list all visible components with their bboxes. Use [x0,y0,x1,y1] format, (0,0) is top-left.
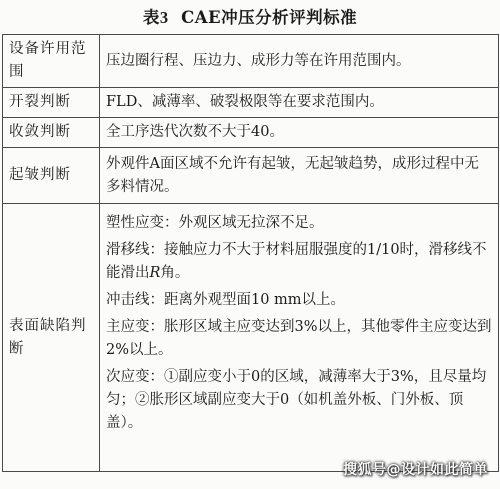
list-item: 主应变：胀形区域主应变达到3%以上，其他零件主应变达到2%以上。 [106,319,492,358]
row-label-surface-defect: 表面缺陷判断 [3,204,100,472]
row-content-wrinkling: 外观件A面区域不允许有起皱，无起皱趋势，成形过程中无多料情况。 [100,148,499,204]
table-row [3,118,499,148]
list-item: 次应变：①副应变小于0的区域，减薄率大于3%，且尽量均匀；②胀形区域副应变大于0（如机盖外板、门外板、顶盖）。 [106,369,487,431]
table-row [3,35,499,88]
row-label-cracking: 开裂判断 [3,88,100,118]
table-row [3,88,499,118]
criteria-table [2,34,499,472]
table-row [3,204,499,472]
row-content-convergence: 全工序迭代次数不大于40。 [100,118,499,148]
table-row [3,148,499,204]
list-item: 滑移线：接触应力不大于材料屈服强度的1/10时，滑移线不能滑出R角。 [106,242,487,281]
row-content-cracking: FLD、减薄率、破裂极限等在要求范围内。 [100,88,499,118]
row-content-equipment: 压边圈行程、压边力、成形力等在许用范围内。 [100,35,499,88]
row-label-wrinkling: 起皱判断 [3,148,100,204]
list-item: 冲击线：距离外观型面10 mm以上。 [106,292,346,308]
watermark: 搜狐号@设计如此简单 [343,462,488,478]
list-item: 塑性应变：外观区域无拉深不足。 [106,215,324,231]
table-title: CAE冲压分析评判标准 [181,8,358,27]
row-label-convergence: 收敛判断 [3,118,100,148]
row-label-equipment: 设备许用范围 [3,35,100,88]
table-number: 表3 [142,8,169,27]
table-caption [0,4,500,28]
row-content-surface-defect [100,204,499,472]
